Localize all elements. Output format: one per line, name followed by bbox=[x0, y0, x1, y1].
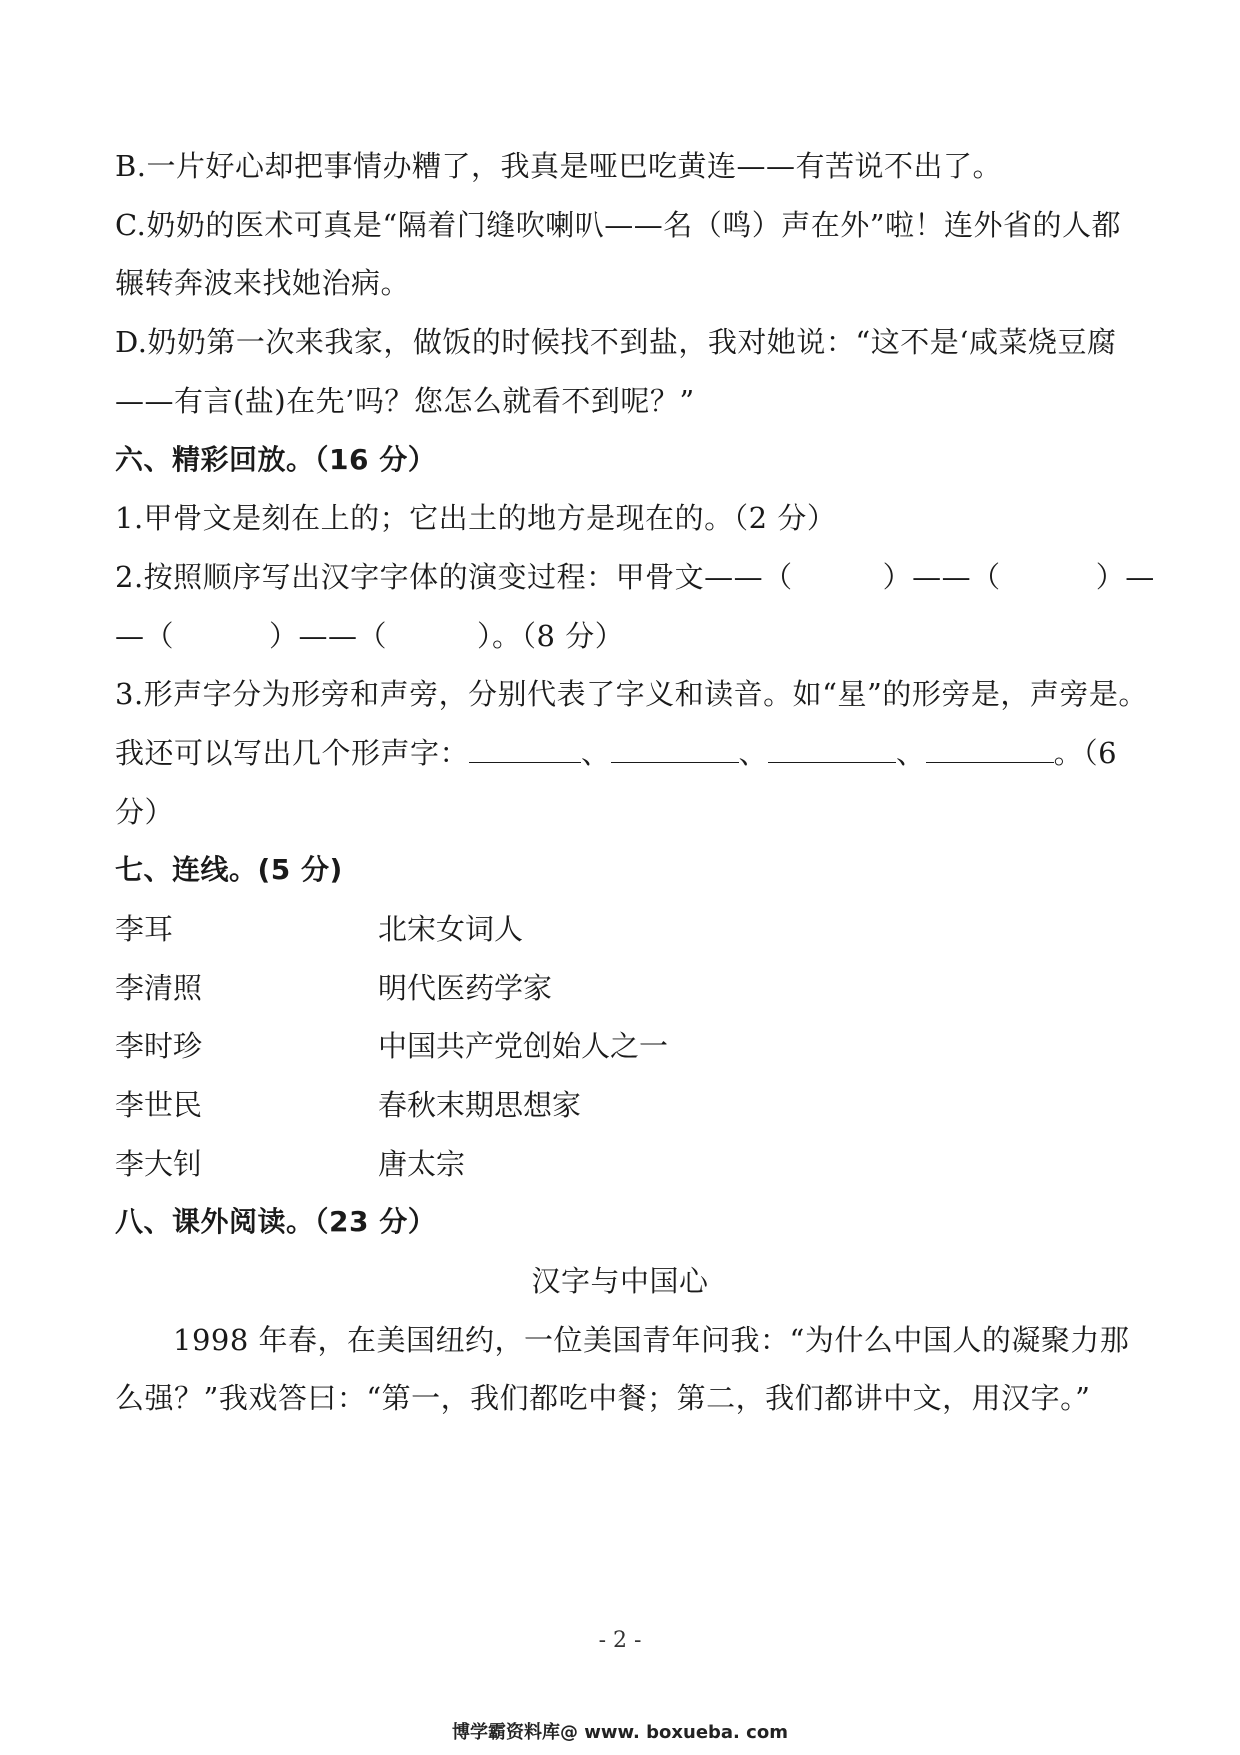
option-c-line2: 辗转奔波来找她治病。 bbox=[115, 266, 411, 300]
option-d-line2: ——有言(盐)在先’吗？您怎么就看不到呢？” bbox=[115, 384, 695, 418]
question-6-2-line1 bbox=[115, 557, 1155, 597]
q3-l2-a: 我还可以写出几个形声字： bbox=[115, 736, 470, 770]
section8-heading: 八、课外阅读。（23 分） bbox=[115, 1205, 437, 1238]
footer-watermark: 博学霸资料库@ www. boxueba. com bbox=[452, 1722, 788, 1743]
match-description[interactable]: 北宋女词人 bbox=[378, 912, 524, 946]
match-person[interactable]: 李耳 bbox=[115, 912, 174, 946]
match-person[interactable]: 李清照 bbox=[115, 971, 203, 1005]
answer-blank[interactable] bbox=[926, 736, 1054, 763]
match-description[interactable]: 中国共产党创始人之一 bbox=[378, 1029, 669, 1063]
match-description[interactable]: 春秋末期思想家 bbox=[378, 1088, 582, 1122]
question-6-3-line1: 3.形声字分为形旁和声旁，分别代表了字义和读音。如“星”的形旁是，声旁是。 bbox=[115, 677, 1148, 711]
question-6-3-line3: 分） bbox=[115, 795, 175, 829]
match-person[interactable]: 李大钊 bbox=[115, 1147, 203, 1181]
q2-l1-b: ）——（ bbox=[882, 560, 1001, 594]
match-person[interactable]: 李世民 bbox=[115, 1088, 203, 1122]
section7-heading: 七、连线。(5 分) bbox=[115, 853, 343, 886]
q3-sep: 、 bbox=[738, 736, 769, 770]
q2-l2-a: —（ bbox=[115, 619, 175, 653]
question-6-1: 1.甲骨文是刻在上的；它出土的地方是现在的。（2 分） bbox=[115, 501, 837, 535]
question-6-3-line2 bbox=[115, 733, 1135, 773]
option-b: B.一片好心却把事情办糟了，我真是哑巴吃黄连——有苦说不出了。 bbox=[115, 149, 1003, 183]
match-description[interactable]: 唐太宗 bbox=[378, 1147, 466, 1181]
page-number: - 2 - bbox=[598, 1628, 642, 1653]
match-person[interactable]: 李时珍 bbox=[115, 1029, 203, 1063]
q3-l2-end: 。（6 bbox=[1053, 736, 1118, 770]
q2-l1-a: 2.按照顺序写出汉字字体的演变过程：甲骨文——（ bbox=[115, 560, 793, 594]
question-6-2-line2 bbox=[115, 616, 1135, 656]
q3-sep: 、 bbox=[896, 736, 926, 770]
section6-heading: 六、精彩回放。（16 分） bbox=[115, 443, 437, 476]
answer-blank[interactable] bbox=[768, 736, 896, 763]
q2-l2-b: ）——（ bbox=[269, 619, 388, 653]
q2-l2-c: ）。（8 分） bbox=[477, 619, 625, 653]
passage-line1: 1998 年春，在美国纽约，一位美国青年问我：“为什么中国人的凝聚力那 bbox=[173, 1323, 1130, 1357]
q2-l1-c: ）— bbox=[1095, 560, 1155, 594]
match-description[interactable]: 明代医药学家 bbox=[378, 971, 553, 1005]
q3-sep: 、 bbox=[581, 736, 611, 770]
option-d-line1: D.奶奶第一次来我家，做饭的时候找不到盐，我对她说：“这不是‘咸菜烧豆腐 bbox=[115, 325, 1117, 359]
answer-blank[interactable] bbox=[611, 736, 739, 763]
passage-line2: 么强？”我戏答曰：“第一，我们都吃中餐；第二，我们都讲中文，用汉字。” bbox=[115, 1381, 1091, 1415]
option-c-line1: C.奶奶的医术可真是“隔着门缝吹喇叭——名（鸣）声在外”啦！连外省的人都 bbox=[115, 208, 1122, 242]
passage-title: 汉字与中国心 bbox=[531, 1264, 709, 1298]
answer-blank[interactable] bbox=[469, 736, 581, 763]
